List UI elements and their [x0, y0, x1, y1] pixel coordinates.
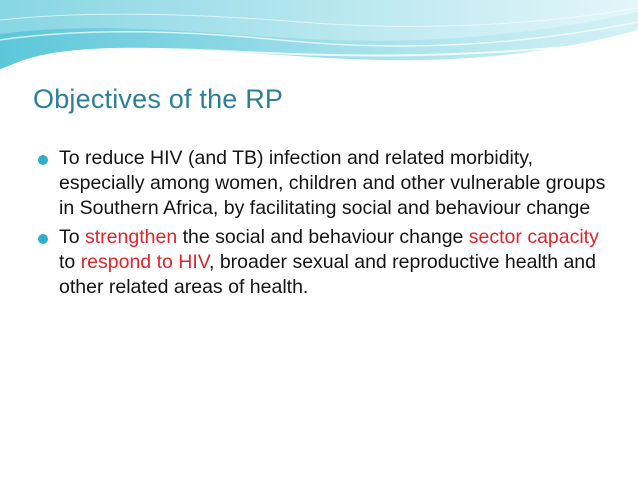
bullet-text-part: To: [59, 226, 86, 248]
slide-title: Objectives of the RP: [33, 84, 284, 114]
bullet-text-part: , broader sexual and reproductive health and other related areas of health.: [59, 251, 596, 298]
highlight-sector-capacity: sector capacity: [468, 226, 599, 248]
bullet-item-2: [34, 225, 619, 300]
header-wave-decoration: [0, 0, 638, 80]
bullet-text-part: to: [59, 251, 81, 273]
bullet-item-1: [34, 146, 619, 221]
bullet-dot-icon: [38, 155, 48, 165]
highlight-respond-to-hiv: respond to HIV: [80, 251, 209, 273]
bullet-list: [34, 146, 619, 304]
bullet-dot-icon: [38, 234, 48, 244]
bullet-text-part: the social and behaviour change: [177, 226, 469, 248]
bullet-text: To reduce HIV (and TB) infection and related morbidity, especially among women, children and other vulnerable groups in Southern Africa, by facilitating social and behaviour change: [59, 147, 606, 219]
highlight-strengthen: strengthen: [85, 226, 178, 248]
